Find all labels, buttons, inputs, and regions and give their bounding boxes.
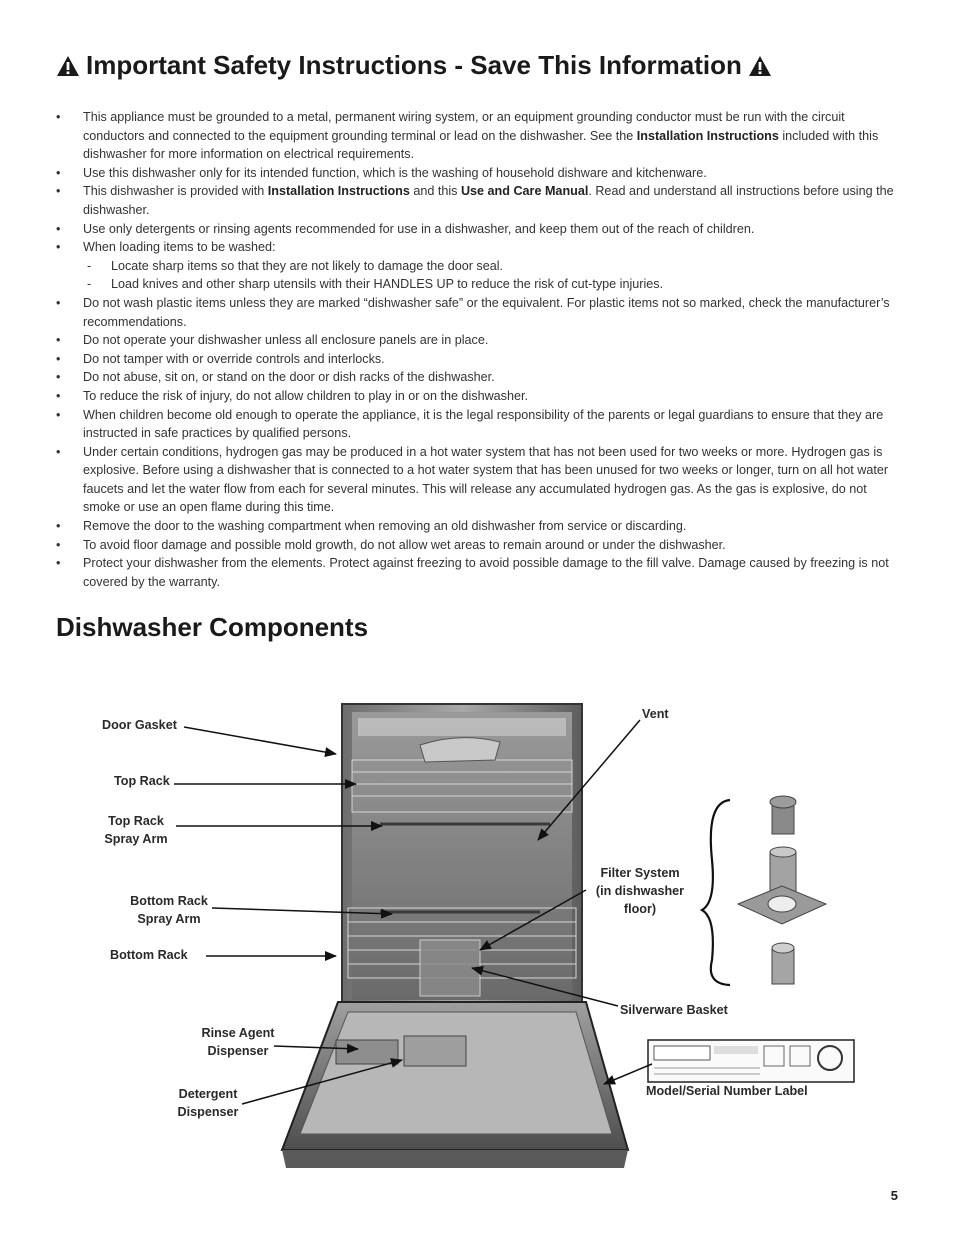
label-top-rack-spray-arm xyxy=(98,812,174,848)
label-line: Filter System xyxy=(600,866,680,880)
list-item: • Under certain conditions, hydrogen gas may be produced in a hot water system that has not been used for two weeks or more. Hydrogen gas is explosive. Before using a dishwasher that is connected to a hot water system that has been unused for two weeks or longer, turn on all hot water faucets and let the water flow from each for several minutes. This will release any accumulated hydrogen gas. As the gas is explosive, do not smoke or use an open flame during this time. xyxy=(56,444,889,515)
label-door-gasket: Door Gasket xyxy=(102,718,177,732)
list-item: • To avoid floor damage and possible mold growth, do not allow wet areas to remain around or under the dishwasher. xyxy=(56,537,726,552)
list-item: • When loading items to be washed: - Locate sharp items so that they are not likely to damage the door seal. - Load knives and other sharp utensils with their HANDLES UP to reduce the risk of cut-type injuries. xyxy=(56,238,901,294)
list-item: • To reduce the risk of injury, do not allow children to play in or on the dishwasher. xyxy=(56,388,528,403)
label-line: Detergent xyxy=(178,1087,238,1101)
sub-list-item: - Locate sharp items so that they are not likely to damage the door seal. xyxy=(87,258,504,273)
label-line: Spray Arm xyxy=(137,912,201,926)
label-line: (in dishwasher xyxy=(595,884,685,898)
section-title-components: Dishwasher Components xyxy=(56,612,369,642)
label-line: Spray Arm xyxy=(104,832,168,846)
list-item: • This dishwasher is provided with Installation Instructions and this Use and Care Manual. Read and understand all instructions before using the dishwasher. xyxy=(56,184,894,217)
sub-list xyxy=(83,257,901,294)
label-rinse-agent-dispenser xyxy=(192,1024,284,1060)
label-line: Bottom Rack xyxy=(130,894,208,908)
list-item: • This appliance must be grounded to a metal, permanent wiring system, or an equipment grounding conductor must be run with the circuit conductors and connected to the equipment grounding terminal or lead on the dishwasher. See the Installation Instructions included with this dishwasher for more information on electrical requirements. xyxy=(56,110,879,162)
label-detergent-dispenser xyxy=(166,1085,250,1121)
warning-icon xyxy=(748,55,772,77)
list-item: • Do not abuse, sit on, or stand on the door or dish racks of the dishwasher. xyxy=(56,370,495,385)
sub-list-item: - Load knives and other sharp utensils with their HANDLES UP to reduce the risk of cut-type injuries. xyxy=(87,277,664,292)
dishwasher-body xyxy=(282,704,628,1168)
list-item: • Protect your dishwasher from the elements. Protect against freezing to avoid possible damage to the fill valve. Damage caused by freezing is not covered by the warranty. xyxy=(56,556,889,589)
label-line: Rinse Agent xyxy=(201,1026,275,1040)
label-bottom-rack-spray-arm xyxy=(124,892,214,928)
serial-label-arrow xyxy=(604,1064,652,1084)
label-line: floor) xyxy=(623,902,657,916)
label-bottom-rack: Bottom Rack xyxy=(110,948,188,962)
label-vent: Vent xyxy=(642,707,669,721)
label-top-rack: Top Rack xyxy=(114,774,170,788)
page-title xyxy=(56,50,916,81)
safety-instructions-list xyxy=(56,108,901,591)
list-item: • Do not operate your dishwasher unless all enclosure panels are in place. xyxy=(56,333,489,348)
page-title-text: Important Safety Instructions - Save This Information xyxy=(86,50,742,80)
list-item: • Use this dishwasher only for its intended function, which is the washing of household dishware and kitchenware. xyxy=(56,165,707,180)
serial-label-illustration xyxy=(648,1040,854,1082)
door-gasket-arrow xyxy=(184,727,336,754)
label-silverware-basket: Silverware Basket xyxy=(620,1003,728,1017)
label-line: Dispenser xyxy=(207,1044,269,1058)
list-item: • When children become old enough to operate the appliance, it is the legal responsibility of the parents or legal guardians to ensure that they are instructed in safe practices by qualified persons. xyxy=(56,407,884,441)
page-number: 5 xyxy=(890,1188,898,1203)
list-item: • Do not wash plastic items unless they are marked “dishwasher safe” or the equivalent. For plastic items not so marked, check the manufacturer’s recommendations. xyxy=(56,295,890,329)
list-item: • Use only detergents or rinsing agents recommended for use in a dishwasher, and keep them out of the reach of children. xyxy=(56,221,755,236)
dishwasher-components-diagram xyxy=(0,680,954,1200)
warning-icon xyxy=(56,55,80,77)
filter-system-illustration xyxy=(702,796,826,985)
list-item: • Remove the door to the washing compartment when removing an old dishwasher from service or discarding. xyxy=(56,519,687,534)
list-item: • Do not tamper with or override controls and interlocks. xyxy=(56,351,385,366)
label-filter-system xyxy=(588,864,692,918)
label-line: Dispenser xyxy=(177,1105,239,1119)
label-model-serial-number: Model/Serial Number Label xyxy=(646,1084,808,1098)
label-line: Top Rack xyxy=(108,814,164,828)
dishwasher-illustration xyxy=(0,680,954,1200)
